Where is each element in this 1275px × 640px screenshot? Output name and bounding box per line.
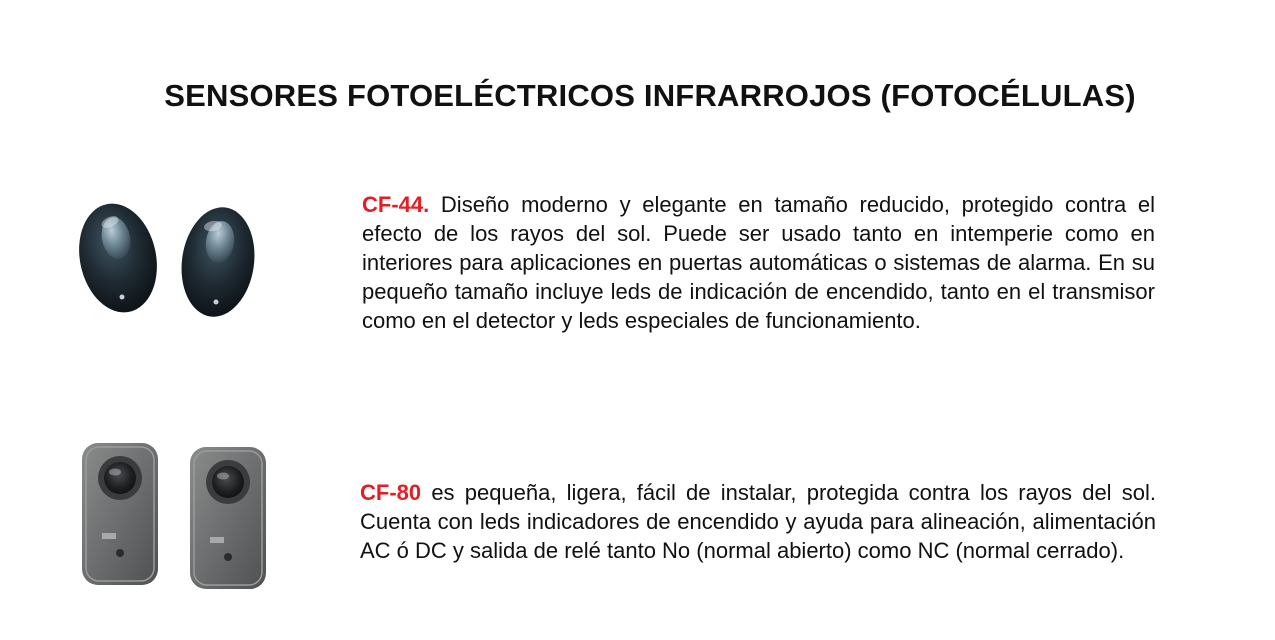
product-text-cf44: Diseño moderno y elegante en tamaño reducido, protegido contra el efecto de los rayos del sol. Puede ser usado tanto en intemperie como en interiores para aplicaciones en puertas automáticas o sistemas de alarma. En su pequeño tamaño incluye leds de indicación de encendido, tanto en el transmisor como en el detector y leds especiales de funcionamiento.	[362, 192, 1155, 333]
product-code-cf44: CF-44.	[362, 192, 430, 217]
cf44-receiver	[175, 203, 262, 322]
product-description-cf44	[362, 190, 1155, 335]
cf44-transmitter	[70, 196, 167, 319]
page-title: SENSORES FOTOELÉCTRICOS INFRARROJOS (FOTOCÉLULAS)	[164, 78, 1136, 113]
product-text-cf80: es pequeña, ligera, fácil de instalar, protegida contra los rayos del sol. Cuenta con leds indicadores de encendido y ayuda para alineación, alimentación AC ó DC y salida de relé tanto No (normal abierto) como NC (normal cerrado).	[360, 480, 1156, 563]
cf44-photocell-image	[70, 190, 270, 330]
product-code-cf80: CF-80	[360, 480, 422, 505]
cf80-transmitter	[82, 443, 158, 585]
cf80-photocell-image	[70, 435, 280, 595]
cf80-receiver	[190, 447, 266, 589]
product-description-cf80	[360, 478, 1156, 565]
